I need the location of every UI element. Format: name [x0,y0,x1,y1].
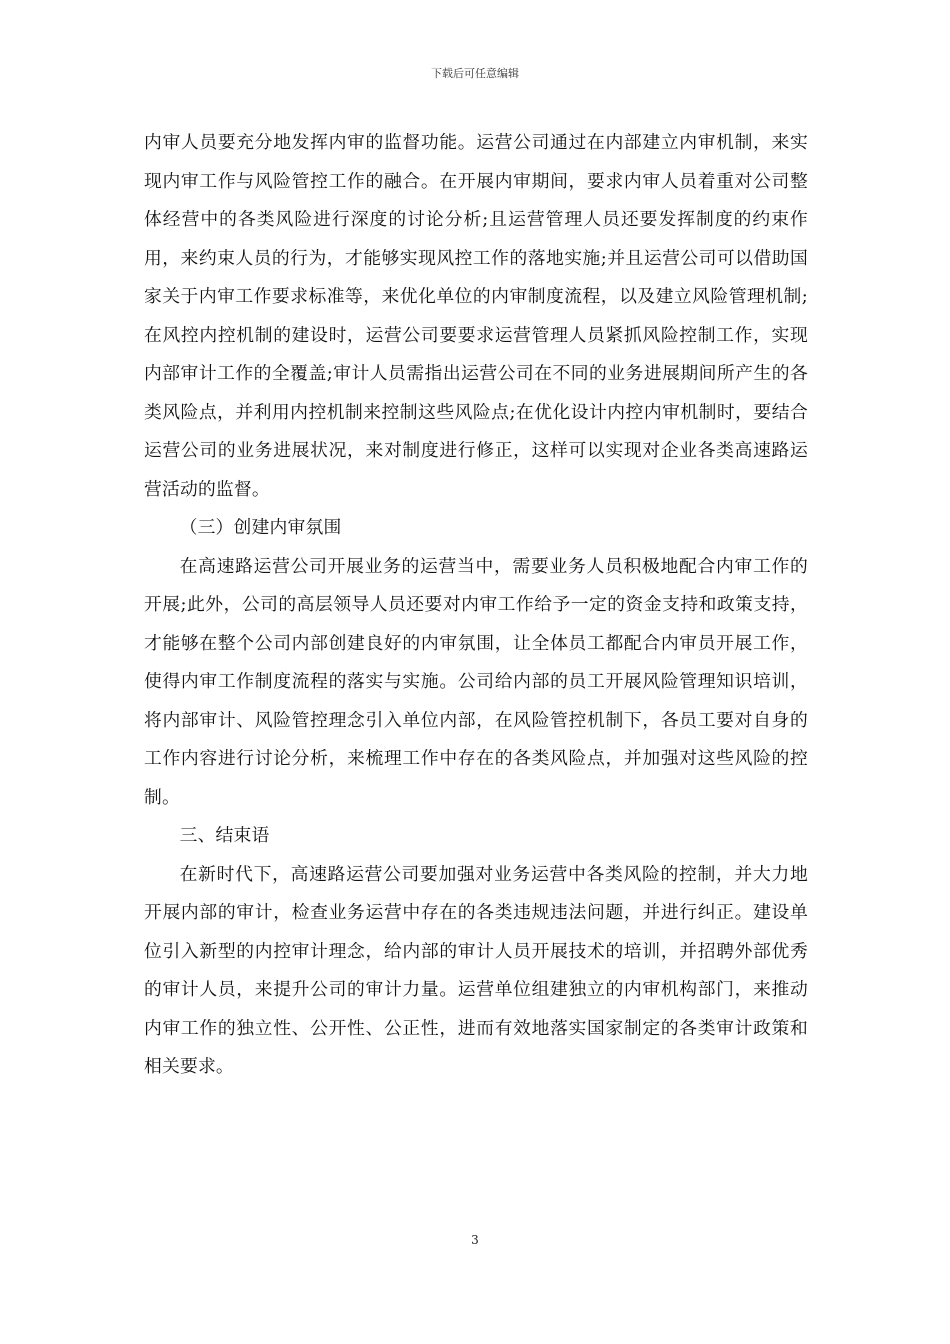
document-body [144,124,808,1087]
section-heading-create-audit-atmosphere: （三）创建内审氛围 [179,517,342,538]
page-number: 3 [471,1233,479,1247]
page-header: 下载后可任意编辑 [431,67,519,80]
section-heading-conclusion: 三、结束语 [179,825,270,846]
paragraph-audit-atmosphere: 在高速路运营公司开展业务的运营当中，需要业务人员积极地配合内审工作的开展;此外，公司的高层领导人员还要对内审工作给予一定的资金支持和政策支持，才能够在整个公司内部创建良好的内审氛围，让全体员工都配合内审员开展工作，使得内审工作制度流程的落实与实施。公司给内部的员工开展风险管理知识培训，将内部审计、风险管控理念引入单位内部，在风险管控机制下，各员工要对自身的工作内容进行讨论分析，来梳理工作中存在的各类风险点，并加强对这些风险的控制。 [144,555,808,808]
paragraph-conclusion: 在新时代下，高速路运营公司要加强对业务运营中各类风险的控制，并大力地开展内部的审计，检查业务运营中存在的各类违规违法问题，并进行纠正。建设单位引入新型的内控审计理念，给内部的审计人员开展技术的培训，并招聘外部优秀的审计人员，来提升公司的审计力量。运营单位组建独立的内审机构部门，来推动内审工作的独立性、公开性、公正性，进而有效地落实国家制定的各类审计政策和相关要求。 [144,863,808,1077]
paragraph-continuation: 内审人员要充分地发挥内审的监督功能。运营公司通过在内部建立内审机制，来实现内审工作与风险管控工作的融合。在开展内审期间，要求内审人员着重对公司整体经营中的各类风险进行深度的讨论分析;且运营管理人员还要发挥制度的约束作用，来约束人员的行为，才能够实现风控工作的落地实施;并且运营公司可以借助国家关于内审工作要求标准等，来优化单位的内审制度流程，以及建立风险管理机制;在风控内控机制的建设时，运营公司要要求运营管理人员紧抓风险控制工作，实现内部审计工作的全覆盖;审计人员需指出运营公司在不同的业务进展期间所产生的各类风险点，并利用内控机制来控制这些风险点;在优化设计内控内审机制时，要结合运营公司的业务进展状况，来对制度进行修正，这样可以实现对企业各类高速路运营活动的监督。 [144,132,808,500]
